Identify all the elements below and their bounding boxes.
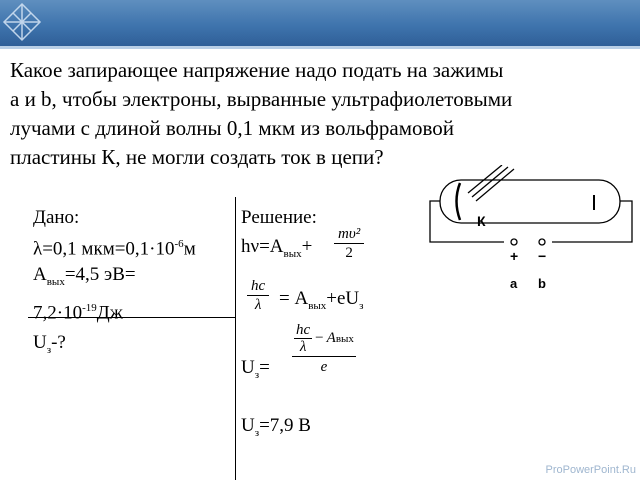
- problem-line: а и b, чтобы электроны, вырванные ультрафиолетовыми: [10, 87, 513, 111]
- equation-energy-balance: = $А_{вых}+eU_з$: [279, 288, 364, 312]
- watermark: ProPowerPoint.Ru: [545, 464, 636, 476]
- problem-statement: [10, 56, 630, 172]
- uv-ray: [476, 169, 514, 201]
- given-unknown: $U_з-$?: [33, 332, 66, 357]
- given-title: Дано:: [33, 207, 80, 228]
- header-divider: [0, 46, 640, 49]
- problem-line: пластины К, не могли создать ток в цепи?: [10, 145, 384, 169]
- uv-ray: [468, 165, 502, 193]
- problem-line: Какое запирающее напряжение надо подать на зажимы: [10, 58, 504, 82]
- header-bar: [0, 0, 640, 46]
- terminal-a-label: a: [510, 276, 518, 291]
- problem-line: лучами с длиной волны 0,1 мкм из вольфрамовой: [10, 116, 455, 140]
- given-work-function: $А_{вых}=4,5$ эВ=: [33, 264, 136, 289]
- photocell-circuit-diagram: [420, 165, 640, 295]
- given-wavelength: λ=0,1 $мкм=0,1\cdot 10^{-6}м$: [33, 238, 196, 260]
- plus-sign: +: [510, 248, 519, 264]
- grid-logo-icon: [2, 2, 42, 42]
- equation-voltage-label: $U_з=$: [241, 357, 270, 381]
- minus-sign: −: [538, 248, 547, 264]
- cathode-plate: [457, 183, 461, 220]
- solution-title: Решение:: [241, 207, 317, 228]
- equation-einstein: $h\nu=А_{вых}+$: [241, 236, 313, 260]
- answer: $U_з=7,9$ В: [241, 415, 311, 439]
- given-section: [33, 205, 196, 363]
- fraction-photon-energy: $\frac{hc}{\lambda}$: [247, 277, 269, 314]
- terminal-b: [539, 239, 545, 245]
- fraction-voltage: hc λ − A вых e: [292, 322, 356, 377]
- uv-ray: [472, 167, 508, 197]
- given-work-function-si: $7,2\cdot 10^{-19}Дж$: [33, 302, 123, 324]
- fraction-kinetic-energy: $\frac{\text{mυ²}}{2}$: [334, 225, 364, 262]
- cathode-label: К: [477, 213, 486, 229]
- terminal-b-label: b: [538, 276, 546, 291]
- terminal-a: [511, 239, 517, 245]
- column-divider: [235, 197, 236, 480]
